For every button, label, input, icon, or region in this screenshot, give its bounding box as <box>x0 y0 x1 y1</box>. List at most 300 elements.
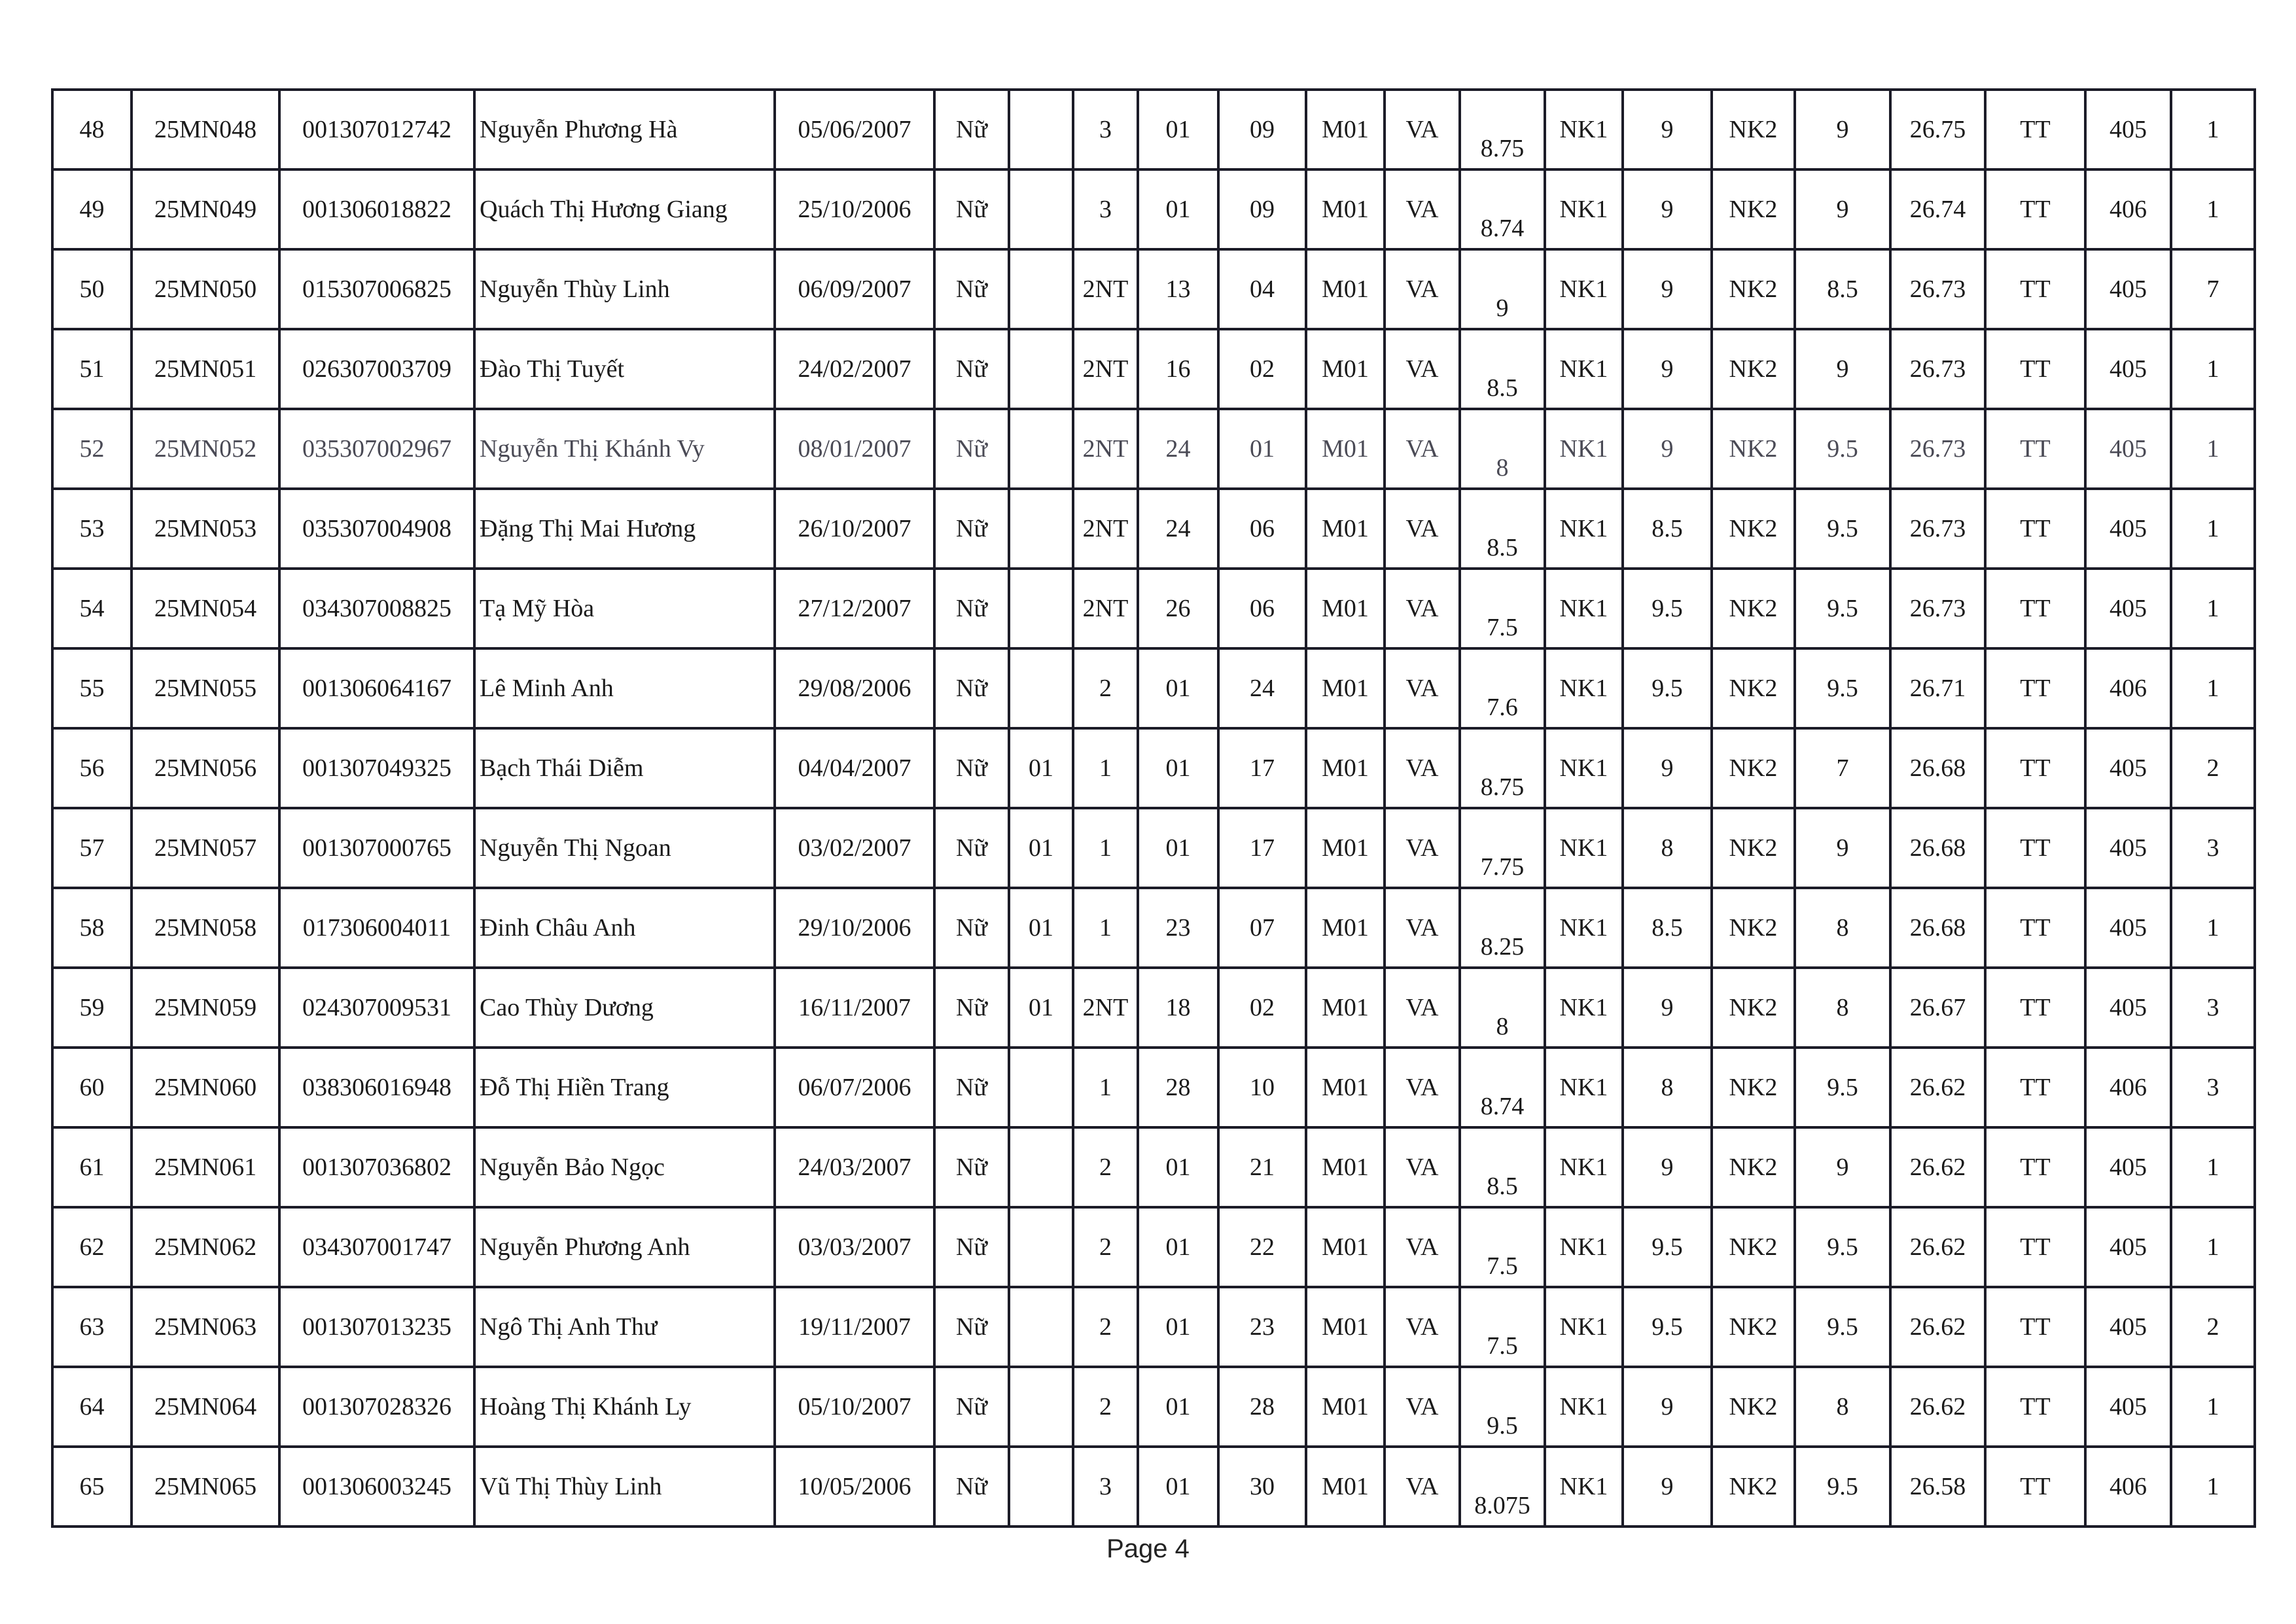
cell-area-code: 1 <box>1073 1048 1138 1127</box>
cell-combo-code: M01 <box>1306 90 1385 169</box>
cell-full-name: Nguyễn Thị Khánh Vy <box>474 409 775 489</box>
cell-subject-code: VA <box>1385 409 1460 489</box>
cell-total-score: 26.62 <box>1890 1287 1985 1367</box>
cell-subject-code: VA <box>1385 1367 1460 1447</box>
cell-subject-nk1: NK1 <box>1545 728 1623 808</box>
cell-area-code: 3 <box>1073 90 1138 169</box>
table-row <box>52 1207 2255 1287</box>
cell-total-score: 26.74 <box>1890 169 1985 249</box>
cell-major-code: 405 <box>2085 888 2171 968</box>
cell-full-name: Lê Minh Anh <box>474 648 775 728</box>
cell-status: TT <box>1985 1367 2085 1447</box>
cell-status: TT <box>1985 648 2085 728</box>
cell-score-nk2: 9 <box>1795 90 1890 169</box>
cell-status: TT <box>1985 1048 2085 1127</box>
cell-score-va: 7.5 <box>1460 1207 1545 1287</box>
cell-major-code: 405 <box>2085 1287 2171 1367</box>
cell-subject-nk2: NK2 <box>1712 1447 1795 1527</box>
cell-full-name: Hoàng Thị Khánh Ly <box>474 1367 775 1447</box>
cell-subject-nk1: NK1 <box>1545 808 1623 888</box>
cell-subject-nk2: NK2 <box>1712 648 1795 728</box>
cell-status: TT <box>1985 569 2085 648</box>
cell-id-number: 001307028326 <box>279 1367 474 1447</box>
cell-subject-nk2: NK2 <box>1712 808 1795 888</box>
cell-score-nk2: 9 <box>1795 329 1890 409</box>
cell-combo-code: M01 <box>1306 1447 1385 1527</box>
cell-wish-order: 7 <box>2171 249 2255 329</box>
cell-gender: Nữ <box>934 1048 1009 1127</box>
cell-combo-code: M01 <box>1306 329 1385 409</box>
cell-subject-nk1: NK1 <box>1545 1127 1623 1207</box>
cell-school-code: 22 <box>1218 1207 1306 1287</box>
cell-full-name: Nguyễn Phương Anh <box>474 1207 775 1287</box>
cell-full-name: Ngô Thị Anh Thư <box>474 1287 775 1367</box>
cell-area-code: 2 <box>1073 1207 1138 1287</box>
cell-score-va: 8 <box>1460 968 1545 1048</box>
cell-score-va: 7.75 <box>1460 808 1545 888</box>
cell-subject-nk2: NK2 <box>1712 249 1795 329</box>
cell-candidate-code: 25MN057 <box>132 808 279 888</box>
cell-id-number: 001307012742 <box>279 90 474 169</box>
page-number: Page 4 <box>1106 1534 1190 1563</box>
cell-score-va: 9 <box>1460 249 1545 329</box>
cell-status: TT <box>1985 409 2085 489</box>
cell-row-number: 56 <box>52 728 132 808</box>
cell-score-nk2: 8.5 <box>1795 249 1890 329</box>
cell-candidate-code: 25MN063 <box>132 1287 279 1367</box>
cell-ethnic-code <box>1009 249 1073 329</box>
cell-score-nk2: 8 <box>1795 888 1890 968</box>
cell-total-score: 26.62 <box>1890 1048 1985 1127</box>
cell-candidate-code: 25MN056 <box>132 728 279 808</box>
cell-score-va: 8.5 <box>1460 329 1545 409</box>
cell-subject-nk1: NK1 <box>1545 1447 1623 1527</box>
cell-score-nk1: 9 <box>1623 1127 1712 1207</box>
cell-status: TT <box>1985 90 2085 169</box>
cell-school-code: 02 <box>1218 329 1306 409</box>
cell-ethnic-code <box>1009 1127 1073 1207</box>
cell-area-code: 2NT <box>1073 968 1138 1048</box>
cell-ethnic-code <box>1009 489 1073 569</box>
cell-birth-date: 16/11/2007 <box>775 968 934 1048</box>
cell-school-code: 10 <box>1218 1048 1306 1127</box>
cell-province-code: 28 <box>1138 1048 1218 1127</box>
cell-full-name: Quách Thị Hương Giang <box>474 169 775 249</box>
cell-subject-nk1: NK1 <box>1545 1287 1623 1367</box>
cell-full-name: Đinh Châu Anh <box>474 888 775 968</box>
table-row <box>52 90 2255 169</box>
cell-full-name: Đỗ Thị Hiền Trang <box>474 1048 775 1127</box>
cell-birth-date: 05/10/2007 <box>775 1367 934 1447</box>
cell-row-number: 51 <box>52 329 132 409</box>
cell-subject-nk2: NK2 <box>1712 169 1795 249</box>
table-row <box>52 1367 2255 1447</box>
cell-score-nk2: 9.5 <box>1795 648 1890 728</box>
cell-subject-code: VA <box>1385 90 1460 169</box>
cell-area-code: 2NT <box>1073 329 1138 409</box>
cell-ethnic-code <box>1009 648 1073 728</box>
cell-major-code: 406 <box>2085 1447 2171 1527</box>
cell-ethnic-code <box>1009 90 1073 169</box>
cell-total-score: 26.67 <box>1890 968 1985 1048</box>
cell-full-name: Nguyễn Phương Hà <box>474 90 775 169</box>
cell-score-nk1: 9.5 <box>1623 1287 1712 1367</box>
cell-province-code: 01 <box>1138 1367 1218 1447</box>
cell-province-code: 24 <box>1138 409 1218 489</box>
cell-major-code: 405 <box>2085 409 2171 489</box>
cell-score-nk1: 9 <box>1623 169 1712 249</box>
cell-gender: Nữ <box>934 249 1009 329</box>
cell-major-code: 406 <box>2085 648 2171 728</box>
table-row <box>52 968 2255 1048</box>
cell-combo-code: M01 <box>1306 1287 1385 1367</box>
cell-score-nk1: 9 <box>1623 329 1712 409</box>
table-row <box>52 648 2255 728</box>
cell-ethnic-code <box>1009 1048 1073 1127</box>
cell-status: TT <box>1985 1207 2085 1287</box>
cell-combo-code: M01 <box>1306 1127 1385 1207</box>
cell-candidate-code: 25MN059 <box>132 968 279 1048</box>
cell-combo-code: M01 <box>1306 808 1385 888</box>
cell-candidate-code: 25MN049 <box>132 169 279 249</box>
cell-candidate-code: 25MN058 <box>132 888 279 968</box>
cell-major-code: 405 <box>2085 1207 2171 1287</box>
cell-status: TT <box>1985 1447 2085 1527</box>
cell-status: TT <box>1985 888 2085 968</box>
cell-wish-order: 1 <box>2171 409 2255 489</box>
cell-row-number: 59 <box>52 968 132 1048</box>
cell-total-score: 26.73 <box>1890 489 1985 569</box>
cell-birth-date: 06/09/2007 <box>775 249 934 329</box>
cell-wish-order: 1 <box>2171 90 2255 169</box>
cell-province-code: 16 <box>1138 329 1218 409</box>
cell-status: TT <box>1985 808 2085 888</box>
table-row <box>52 1447 2255 1527</box>
cell-subject-nk1: NK1 <box>1545 90 1623 169</box>
cell-combo-code: M01 <box>1306 249 1385 329</box>
cell-province-code: 01 <box>1138 728 1218 808</box>
cell-score-nk2: 9 <box>1795 1127 1890 1207</box>
cell-subject-nk1: NK1 <box>1545 1367 1623 1447</box>
cell-subject-nk2: NK2 <box>1712 968 1795 1048</box>
cell-full-name: Nguyễn Thị Ngoan <box>474 808 775 888</box>
candidate-table <box>51 88 2256 1528</box>
cell-gender: Nữ <box>934 808 1009 888</box>
cell-subject-code: VA <box>1385 1127 1460 1207</box>
cell-score-nk2: 9.5 <box>1795 1447 1890 1527</box>
cell-score-va: 8.75 <box>1460 728 1545 808</box>
cell-birth-date: 08/01/2007 <box>775 409 934 489</box>
cell-major-code: 405 <box>2085 1367 2171 1447</box>
cell-total-score: 26.73 <box>1890 569 1985 648</box>
cell-subject-nk1: NK1 <box>1545 169 1623 249</box>
cell-subject-nk2: NK2 <box>1712 728 1795 808</box>
table-row <box>52 1287 2255 1367</box>
cell-combo-code: M01 <box>1306 489 1385 569</box>
cell-row-number: 57 <box>52 808 132 888</box>
cell-wish-order: 1 <box>2171 489 2255 569</box>
cell-subject-nk1: NK1 <box>1545 569 1623 648</box>
cell-province-code: 01 <box>1138 648 1218 728</box>
cell-province-code: 26 <box>1138 569 1218 648</box>
cell-id-number: 001306018822 <box>279 169 474 249</box>
cell-area-code: 2NT <box>1073 409 1138 489</box>
cell-score-nk1: 9.5 <box>1623 569 1712 648</box>
cell-score-va: 9.5 <box>1460 1367 1545 1447</box>
cell-wish-order: 3 <box>2171 808 2255 888</box>
cell-candidate-code: 25MN053 <box>132 489 279 569</box>
cell-gender: Nữ <box>934 1127 1009 1207</box>
cell-wish-order: 2 <box>2171 1287 2255 1367</box>
cell-row-number: 63 <box>52 1287 132 1367</box>
cell-id-number: 038306016948 <box>279 1048 474 1127</box>
cell-full-name: Tạ Mỹ Hòa <box>474 569 775 648</box>
cell-score-va: 8.74 <box>1460 1048 1545 1127</box>
cell-status: TT <box>1985 1127 2085 1207</box>
cell-major-code: 405 <box>2085 90 2171 169</box>
cell-school-code: 21 <box>1218 1127 1306 1207</box>
cell-gender: Nữ <box>934 489 1009 569</box>
cell-subject-nk1: NK1 <box>1545 888 1623 968</box>
cell-area-code: 2 <box>1073 1367 1138 1447</box>
cell-candidate-code: 25MN064 <box>132 1367 279 1447</box>
cell-total-score: 26.75 <box>1890 90 1985 169</box>
cell-score-nk1: 9 <box>1623 90 1712 169</box>
cell-major-code: 405 <box>2085 728 2171 808</box>
cell-score-nk2: 9.5 <box>1795 1287 1890 1367</box>
cell-subject-code: VA <box>1385 569 1460 648</box>
cell-province-code: 18 <box>1138 968 1218 1048</box>
cell-subject-nk1: NK1 <box>1545 329 1623 409</box>
cell-row-number: 62 <box>52 1207 132 1287</box>
cell-area-code: 1 <box>1073 888 1138 968</box>
cell-school-code: 30 <box>1218 1447 1306 1527</box>
cell-id-number: 001307049325 <box>279 728 474 808</box>
cell-candidate-code: 25MN065 <box>132 1447 279 1527</box>
cell-score-nk1: 9.5 <box>1623 1207 1712 1287</box>
cell-score-nk1: 9.5 <box>1623 648 1712 728</box>
cell-score-nk1: 9 <box>1623 728 1712 808</box>
cell-score-nk2: 9 <box>1795 169 1890 249</box>
cell-province-code: 01 <box>1138 1207 1218 1287</box>
cell-combo-code: M01 <box>1306 169 1385 249</box>
cell-birth-date: 26/10/2007 <box>775 489 934 569</box>
cell-id-number: 035307004908 <box>279 489 474 569</box>
cell-ethnic-code: 01 <box>1009 808 1073 888</box>
cell-score-nk2: 7 <box>1795 728 1890 808</box>
cell-full-name: Vũ Thị Thùy Linh <box>474 1447 775 1527</box>
cell-subject-code: VA <box>1385 1447 1460 1527</box>
cell-score-va: 8.5 <box>1460 1127 1545 1207</box>
cell-subject-code: VA <box>1385 728 1460 808</box>
cell-ethnic-code <box>1009 1207 1073 1287</box>
cell-subject-nk1: NK1 <box>1545 489 1623 569</box>
cell-birth-date: 03/03/2007 <box>775 1207 934 1287</box>
cell-row-number: 53 <box>52 489 132 569</box>
cell-wish-order: 3 <box>2171 968 2255 1048</box>
cell-status: TT <box>1985 968 2085 1048</box>
cell-score-nk1: 9 <box>1623 409 1712 489</box>
cell-id-number: 034307008825 <box>279 569 474 648</box>
table-row <box>52 329 2255 409</box>
cell-birth-date: 27/12/2007 <box>775 569 934 648</box>
cell-school-code: 17 <box>1218 728 1306 808</box>
cell-wish-order: 1 <box>2171 888 2255 968</box>
cell-score-nk2: 9.5 <box>1795 489 1890 569</box>
cell-total-score: 26.62 <box>1890 1207 1985 1287</box>
cell-id-number: 001306064167 <box>279 648 474 728</box>
cell-subject-code: VA <box>1385 1287 1460 1367</box>
cell-gender: Nữ <box>934 888 1009 968</box>
cell-candidate-code: 25MN050 <box>132 249 279 329</box>
cell-wish-order: 1 <box>2171 648 2255 728</box>
cell-status: TT <box>1985 489 2085 569</box>
cell-major-code: 405 <box>2085 569 2171 648</box>
cell-subject-nk2: NK2 <box>1712 1127 1795 1207</box>
cell-major-code: 405 <box>2085 329 2171 409</box>
cell-row-number: 60 <box>52 1048 132 1127</box>
cell-total-score: 26.62 <box>1890 1127 1985 1207</box>
cell-area-code: 1 <box>1073 728 1138 808</box>
cell-id-number: 024307009531 <box>279 968 474 1048</box>
cell-id-number: 015307006825 <box>279 249 474 329</box>
cell-candidate-code: 25MN054 <box>132 569 279 648</box>
cell-combo-code: M01 <box>1306 648 1385 728</box>
cell-province-code: 01 <box>1138 1447 1218 1527</box>
cell-school-code: 06 <box>1218 489 1306 569</box>
cell-ethnic-code <box>1009 169 1073 249</box>
cell-wish-order: 1 <box>2171 169 2255 249</box>
cell-gender: Nữ <box>934 569 1009 648</box>
cell-major-code: 405 <box>2085 1127 2171 1207</box>
cell-birth-date: 19/11/2007 <box>775 1287 934 1367</box>
cell-score-nk1: 9 <box>1623 1447 1712 1527</box>
cell-score-nk1: 8 <box>1623 808 1712 888</box>
cell-total-score: 26.68 <box>1890 888 1985 968</box>
cell-birth-date: 03/02/2007 <box>775 808 934 888</box>
cell-combo-code: M01 <box>1306 1207 1385 1287</box>
cell-total-score: 26.62 <box>1890 1367 1985 1447</box>
cell-id-number: 017306004011 <box>279 888 474 968</box>
cell-school-code: 17 <box>1218 808 1306 888</box>
cell-score-nk2: 9.5 <box>1795 569 1890 648</box>
cell-score-va: 7.5 <box>1460 1287 1545 1367</box>
cell-score-nk2: 8 <box>1795 968 1890 1048</box>
table-row <box>52 409 2255 489</box>
cell-school-code: 02 <box>1218 968 1306 1048</box>
cell-area-code: 3 <box>1073 169 1138 249</box>
cell-score-va: 8.74 <box>1460 169 1545 249</box>
cell-subject-code: VA <box>1385 489 1460 569</box>
cell-total-score: 26.68 <box>1890 808 1985 888</box>
cell-row-number: 48 <box>52 90 132 169</box>
cell-school-code: 09 <box>1218 169 1306 249</box>
cell-status: TT <box>1985 1287 2085 1367</box>
cell-area-code: 1 <box>1073 808 1138 888</box>
cell-subject-nk1: NK1 <box>1545 409 1623 489</box>
cell-subject-nk2: NK2 <box>1712 1207 1795 1287</box>
cell-province-code: 01 <box>1138 1127 1218 1207</box>
cell-score-va: 8.25 <box>1460 888 1545 968</box>
cell-candidate-code: 25MN051 <box>132 329 279 409</box>
cell-birth-date: 24/02/2007 <box>775 329 934 409</box>
cell-wish-order: 1 <box>2171 329 2255 409</box>
cell-status: TT <box>1985 728 2085 808</box>
cell-birth-date: 29/08/2006 <box>775 648 934 728</box>
cell-subject-code: VA <box>1385 888 1460 968</box>
cell-row-number: 65 <box>52 1447 132 1527</box>
cell-subject-nk2: NK2 <box>1712 90 1795 169</box>
cell-ethnic-code: 01 <box>1009 728 1073 808</box>
cell-wish-order: 1 <box>2171 569 2255 648</box>
cell-ethnic-code <box>1009 1287 1073 1367</box>
cell-major-code: 405 <box>2085 489 2171 569</box>
cell-subject-nk2: NK2 <box>1712 1367 1795 1447</box>
cell-row-number: 52 <box>52 409 132 489</box>
table-row <box>52 808 2255 888</box>
cell-full-name: Đặng Thị Mai Hương <box>474 489 775 569</box>
cell-ethnic-code: 01 <box>1009 888 1073 968</box>
cell-score-nk2: 9 <box>1795 808 1890 888</box>
table-row <box>52 169 2255 249</box>
cell-subject-nk2: NK2 <box>1712 329 1795 409</box>
cell-subject-code: VA <box>1385 249 1460 329</box>
cell-province-code: 23 <box>1138 888 1218 968</box>
cell-birth-date: 24/03/2007 <box>775 1127 934 1207</box>
cell-row-number: 64 <box>52 1367 132 1447</box>
cell-id-number: 001307013235 <box>279 1287 474 1367</box>
cell-id-number: 026307003709 <box>279 329 474 409</box>
cell-total-score: 26.73 <box>1890 409 1985 489</box>
cell-ethnic-code <box>1009 1447 1073 1527</box>
cell-wish-order: 1 <box>2171 1447 2255 1527</box>
cell-total-score: 26.73 <box>1890 249 1985 329</box>
cell-gender: Nữ <box>934 1367 1009 1447</box>
table-row <box>52 569 2255 648</box>
cell-total-score: 26.73 <box>1890 329 1985 409</box>
cell-subject-nk2: NK2 <box>1712 489 1795 569</box>
cell-candidate-code: 25MN062 <box>132 1207 279 1287</box>
cell-row-number: 54 <box>52 569 132 648</box>
cell-province-code: 24 <box>1138 489 1218 569</box>
cell-score-nk1: 8.5 <box>1623 489 1712 569</box>
cell-birth-date: 05/06/2007 <box>775 90 934 169</box>
cell-province-code: 13 <box>1138 249 1218 329</box>
cell-ethnic-code <box>1009 409 1073 489</box>
cell-full-name: Đào Thị Tuyết <box>474 329 775 409</box>
cell-full-name: Nguyễn Thùy Linh <box>474 249 775 329</box>
cell-score-nk1: 9 <box>1623 1367 1712 1447</box>
cell-area-code: 2 <box>1073 648 1138 728</box>
cell-subject-code: VA <box>1385 808 1460 888</box>
cell-subject-code: VA <box>1385 169 1460 249</box>
cell-ethnic-code <box>1009 569 1073 648</box>
cell-candidate-code: 25MN061 <box>132 1127 279 1207</box>
cell-gender: Nữ <box>934 1287 1009 1367</box>
cell-gender: Nữ <box>934 90 1009 169</box>
cell-school-code: 24 <box>1218 648 1306 728</box>
cell-wish-order: 2 <box>2171 728 2255 808</box>
cell-combo-code: M01 <box>1306 888 1385 968</box>
cell-gender: Nữ <box>934 329 1009 409</box>
cell-full-name: Nguyễn Bảo Ngọc <box>474 1127 775 1207</box>
cell-score-nk1: 8 <box>1623 1048 1712 1127</box>
cell-score-nk2: 8 <box>1795 1367 1890 1447</box>
cell-total-score: 26.58 <box>1890 1447 1985 1527</box>
cell-ethnic-code <box>1009 329 1073 409</box>
cell-school-code: 09 <box>1218 90 1306 169</box>
cell-subject-code: VA <box>1385 329 1460 409</box>
